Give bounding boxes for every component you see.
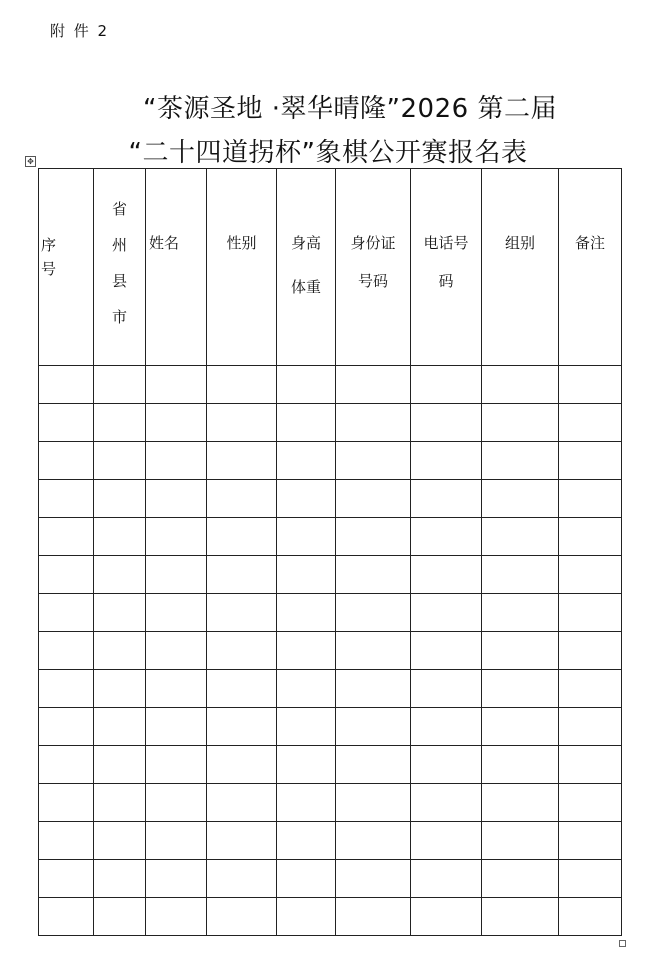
cell-gender[interactable] <box>207 518 277 556</box>
cell-phone[interactable] <box>411 594 482 632</box>
cell-name[interactable] <box>146 442 207 480</box>
cell-height-weight[interactable] <box>277 632 336 670</box>
table-row <box>39 708 622 746</box>
cell-seq[interactable] <box>39 708 94 746</box>
cell-remarks[interactable] <box>559 518 622 556</box>
cell-seq[interactable] <box>39 860 94 898</box>
cell-height-weight[interactable] <box>277 898 336 936</box>
table-row <box>39 822 622 860</box>
cell-remarks[interactable] <box>559 442 622 480</box>
page-title-line-2: “二十四道拐杯”象棋公开赛报名表 <box>128 138 528 168</box>
cell-id-number[interactable] <box>336 746 411 784</box>
cell-remarks[interactable] <box>559 670 622 708</box>
cell-phone[interactable] <box>411 518 482 556</box>
cell-region[interactable] <box>94 860 146 898</box>
cell-gender[interactable] <box>207 708 277 746</box>
cell-height-weight[interactable] <box>277 708 336 746</box>
cell-gender[interactable] <box>207 670 277 708</box>
cell-region[interactable] <box>94 670 146 708</box>
cell-group[interactable] <box>482 404 559 442</box>
header-remarks <box>559 169 622 366</box>
cell-name[interactable] <box>146 822 207 860</box>
cell-remarks[interactable] <box>559 822 622 860</box>
cell-phone[interactable] <box>411 632 482 670</box>
header-seq-line-1: 序 <box>41 236 57 254</box>
cell-group[interactable] <box>482 784 559 822</box>
cell-region[interactable] <box>94 708 146 746</box>
header-gender <box>207 169 277 366</box>
cell-seq[interactable] <box>39 556 94 594</box>
cell-phone[interactable] <box>411 708 482 746</box>
cell-height-weight[interactable] <box>277 480 336 518</box>
cell-remarks[interactable] <box>559 594 622 632</box>
header-id-number <box>336 169 411 366</box>
cell-height-weight[interactable] <box>277 594 336 632</box>
header-phone-line-2: 码 <box>438 272 454 290</box>
header-name <box>146 169 207 366</box>
cell-name[interactable] <box>146 746 207 784</box>
cell-phone[interactable] <box>411 746 482 784</box>
page-title-line-1: “茶源圣地 ·翠华晴隆”2026 第二届 <box>143 94 557 124</box>
cell-name[interactable] <box>146 784 207 822</box>
cell-phone[interactable] <box>411 556 482 594</box>
header-region-line-2: 州 <box>111 236 127 254</box>
header-seq <box>39 169 94 366</box>
end-of-cell-mark-icon <box>619 940 626 947</box>
cell-name[interactable] <box>146 404 207 442</box>
cell-id-number[interactable] <box>336 404 411 442</box>
cell-remarks[interactable] <box>559 708 622 746</box>
cell-gender[interactable] <box>207 822 277 860</box>
cell-gender[interactable] <box>207 594 277 632</box>
cell-id-number[interactable] <box>336 784 411 822</box>
table-row <box>39 784 622 822</box>
header-group <box>482 169 559 366</box>
cell-height-weight[interactable] <box>277 518 336 556</box>
header-remarks-label: 备注 <box>574 234 605 252</box>
cell-phone[interactable] <box>411 480 482 518</box>
cell-group[interactable] <box>482 670 559 708</box>
cell-region[interactable] <box>94 366 146 404</box>
header-region-line-1: 省 <box>111 200 127 218</box>
cell-name[interactable] <box>146 708 207 746</box>
cell-remarks[interactable] <box>559 480 622 518</box>
cell-name[interactable] <box>146 518 207 556</box>
cell-id-number[interactable] <box>336 822 411 860</box>
cell-height-weight[interactable] <box>277 860 336 898</box>
cell-height-weight[interactable] <box>277 556 336 594</box>
cell-group[interactable] <box>482 480 559 518</box>
cell-seq[interactable] <box>39 366 94 404</box>
cell-name[interactable] <box>146 366 207 404</box>
cell-id-number[interactable] <box>336 518 411 556</box>
cell-seq[interactable] <box>39 632 94 670</box>
cell-phone[interactable] <box>411 670 482 708</box>
cell-remarks[interactable] <box>559 366 622 404</box>
table-row <box>39 518 622 556</box>
cell-region[interactable] <box>94 518 146 556</box>
cell-id-number[interactable] <box>336 442 411 480</box>
header-id-number-line-2: 号码 <box>357 272 388 290</box>
cell-height-weight[interactable] <box>277 822 336 860</box>
header-gender-label: 性别 <box>226 234 257 252</box>
table-row <box>39 556 622 594</box>
header-region <box>94 169 146 366</box>
cell-region[interactable] <box>94 404 146 442</box>
cell-height-weight[interactable] <box>277 442 336 480</box>
cell-phone[interactable] <box>411 442 482 480</box>
cell-remarks[interactable] <box>559 784 622 822</box>
table-row <box>39 404 622 442</box>
cell-seq[interactable] <box>39 442 94 480</box>
cell-group[interactable] <box>482 708 559 746</box>
cell-phone[interactable] <box>411 822 482 860</box>
table-row <box>39 670 622 708</box>
cell-region[interactable] <box>94 632 146 670</box>
cell-phone[interactable] <box>411 404 482 442</box>
cell-id-number[interactable] <box>336 594 411 632</box>
cell-id-number[interactable] <box>336 632 411 670</box>
cell-height-weight[interactable] <box>277 784 336 822</box>
cell-region[interactable] <box>94 480 146 518</box>
cell-region[interactable] <box>94 442 146 480</box>
cell-region[interactable] <box>94 784 146 822</box>
cell-name[interactable] <box>146 556 207 594</box>
cell-seq[interactable] <box>39 670 94 708</box>
cell-id-number[interactable] <box>336 708 411 746</box>
cell-height-weight[interactable] <box>277 404 336 442</box>
cell-group[interactable] <box>482 746 559 784</box>
cell-seq[interactable] <box>39 518 94 556</box>
cell-group[interactable] <box>482 518 559 556</box>
header-name-label: 姓名 <box>149 234 180 252</box>
cell-name[interactable] <box>146 860 207 898</box>
cell-gender[interactable] <box>207 442 277 480</box>
cell-remarks[interactable] <box>559 860 622 898</box>
cell-name[interactable] <box>146 632 207 670</box>
cell-remarks[interactable] <box>559 746 622 784</box>
cell-height-weight[interactable] <box>277 746 336 784</box>
cell-gender[interactable] <box>207 860 277 898</box>
cell-group[interactable] <box>482 556 559 594</box>
cell-remarks[interactable] <box>559 404 622 442</box>
cell-group[interactable] <box>482 822 559 860</box>
table-row <box>39 442 622 480</box>
cell-gender[interactable] <box>207 632 277 670</box>
cell-group[interactable] <box>482 860 559 898</box>
cell-gender[interactable] <box>207 404 277 442</box>
header-height-weight-line-1: 身高 <box>290 234 321 252</box>
cell-phone[interactable] <box>411 784 482 822</box>
table-row <box>39 746 622 784</box>
cell-name[interactable] <box>146 670 207 708</box>
cell-seq[interactable] <box>39 746 94 784</box>
cell-phone[interactable] <box>411 898 482 936</box>
table-move-handle-icon[interactable]: ✥ <box>25 156 36 167</box>
cell-group[interactable] <box>482 898 559 936</box>
cell-gender[interactable] <box>207 556 277 594</box>
cell-height-weight[interactable] <box>277 670 336 708</box>
cell-region[interactable] <box>94 746 146 784</box>
cell-remarks[interactable] <box>559 632 622 670</box>
cell-seq[interactable] <box>39 822 94 860</box>
table-row <box>39 860 622 898</box>
cell-id-number[interactable] <box>336 366 411 404</box>
cell-region[interactable] <box>94 594 146 632</box>
attachment-label: 附 件 2 <box>50 22 110 40</box>
header-height-weight <box>277 169 336 366</box>
cell-name[interactable] <box>146 594 207 632</box>
cell-group[interactable] <box>482 594 559 632</box>
header-region-line-3: 县 <box>111 272 127 290</box>
cell-gender[interactable] <box>207 784 277 822</box>
cell-gender[interactable] <box>207 480 277 518</box>
cell-name[interactable] <box>146 480 207 518</box>
table-body <box>39 366 622 936</box>
cell-region[interactable] <box>94 898 146 936</box>
cell-seq[interactable] <box>39 404 94 442</box>
cell-remarks[interactable] <box>559 556 622 594</box>
cell-id-number[interactable] <box>336 556 411 594</box>
cell-phone[interactable] <box>411 860 482 898</box>
cell-gender[interactable] <box>207 898 277 936</box>
registration-table <box>38 168 622 936</box>
cell-group[interactable] <box>482 366 559 404</box>
header-region-line-4: 市 <box>111 308 127 326</box>
cell-id-number[interactable] <box>336 670 411 708</box>
cell-group[interactable] <box>482 632 559 670</box>
header-phone-line-1: 电话号 <box>423 234 469 252</box>
header-seq-line-2: 号 <box>41 260 57 278</box>
cell-height-weight[interactable] <box>277 366 336 404</box>
cell-seq[interactable] <box>39 898 94 936</box>
table-row <box>39 898 622 936</box>
cell-group[interactable] <box>482 442 559 480</box>
cell-id-number[interactable] <box>336 480 411 518</box>
header-phone <box>411 169 482 366</box>
cell-remarks[interactable] <box>559 898 622 936</box>
table-row <box>39 594 622 632</box>
cell-region[interactable] <box>94 822 146 860</box>
cell-id-number[interactable] <box>336 860 411 898</box>
cell-id-number[interactable] <box>336 898 411 936</box>
table-row <box>39 632 622 670</box>
cell-seq[interactable] <box>39 480 94 518</box>
header-height-weight-line-2: 体重 <box>290 278 321 296</box>
cell-seq[interactable] <box>39 784 94 822</box>
cell-name[interactable] <box>146 898 207 936</box>
header-row <box>39 169 622 366</box>
cell-phone[interactable] <box>411 366 482 404</box>
table-row <box>39 480 622 518</box>
header-id-number-line-1: 身份证 <box>350 234 396 252</box>
table-row <box>39 366 622 404</box>
cell-gender[interactable] <box>207 746 277 784</box>
cell-seq[interactable] <box>39 594 94 632</box>
cell-gender[interactable] <box>207 366 277 404</box>
header-group-label: 组别 <box>504 234 535 252</box>
cell-region[interactable] <box>94 556 146 594</box>
